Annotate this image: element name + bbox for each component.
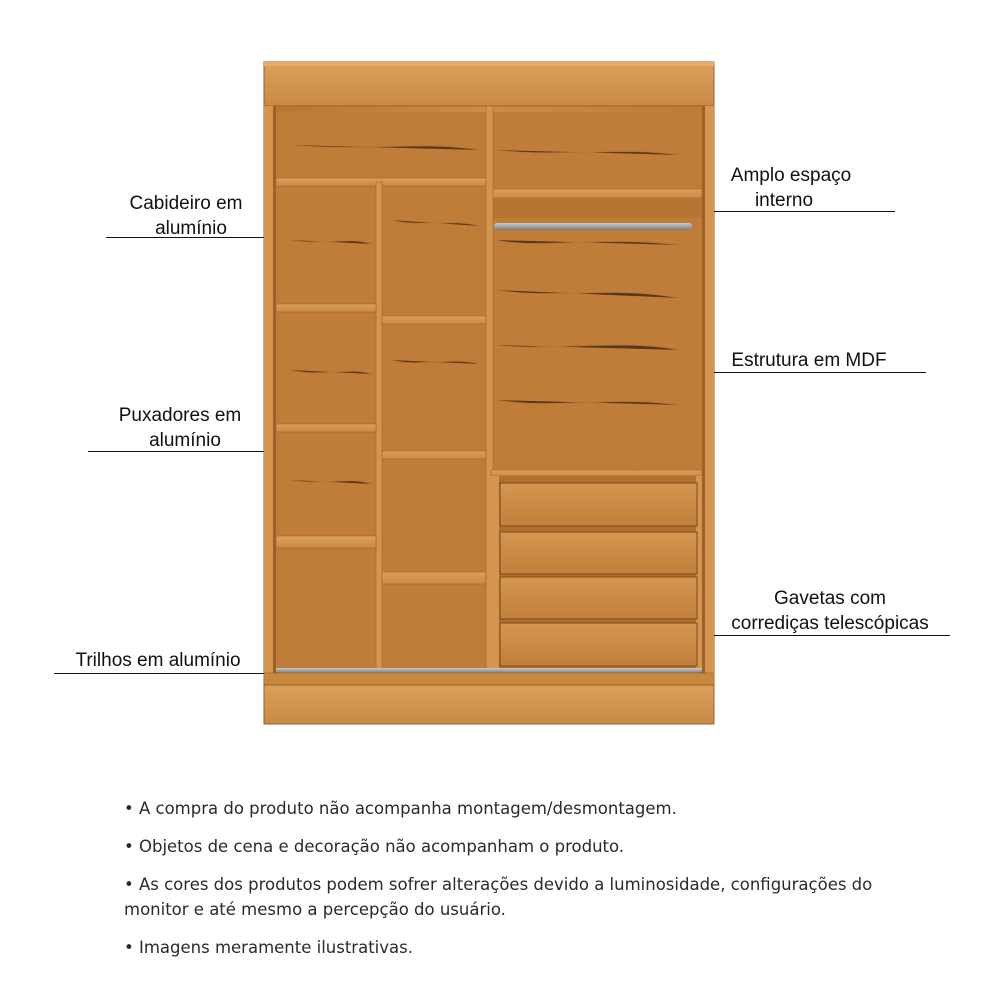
- product-notes: [124, 796, 924, 973]
- callout-puxadores-line2: alumínio: [149, 430, 221, 451]
- bottom-rail: [264, 668, 714, 724]
- callout-trilhos: [62, 648, 254, 673]
- leader-trilhos: [54, 673, 264, 674]
- callout-cabideiro-line2: alumínio: [155, 218, 227, 239]
- callout-gavetas-line2: corrediças telescópicas: [731, 613, 929, 634]
- callout-cabideiro: [112, 191, 260, 241]
- callout-gavetas: [712, 586, 948, 636]
- callout-puxadores: [104, 403, 256, 453]
- note-item: • A compra do produto não acompanha montagem/desmontagem.: [124, 799, 677, 818]
- leader-puxadores: [88, 451, 264, 452]
- callout-gavetas-line1: Gavetas com: [774, 588, 886, 609]
- note-item: • Objetos de cena e decoração não acompanham o produto.: [124, 837, 625, 856]
- callout-amplo-line2: interno: [754, 190, 814, 211]
- top-crown: [264, 62, 714, 106]
- leader-amplo: [714, 211, 895, 212]
- leader-gavetas: [714, 635, 950, 636]
- drawer-unit: [491, 470, 702, 672]
- leader-estrutura: [714, 372, 926, 373]
- callout-estrutura: [716, 348, 902, 373]
- leader-cabideiro: [106, 237, 264, 238]
- hanging-rod: [494, 223, 692, 230]
- callout-amplo: [716, 163, 866, 213]
- callout-puxadores-line1: Puxadores em: [118, 405, 242, 426]
- callout-cabideiro-line1: Cabideiro em: [129, 193, 243, 214]
- callout-amplo-line1: Amplo espaço: [730, 165, 852, 186]
- note-item: • As cores dos produtos podem sofrer alterações devido a luminosidade, configurações do monitor e até mesmo a percepção do usuário.: [124, 875, 873, 919]
- callout-estrutura-line1: Estrutura em MDF: [731, 350, 887, 371]
- callout-trilhos-line1: Trilhos em alumínio: [75, 650, 241, 671]
- note-item: • Imagens meramente ilustrativas.: [124, 938, 413, 957]
